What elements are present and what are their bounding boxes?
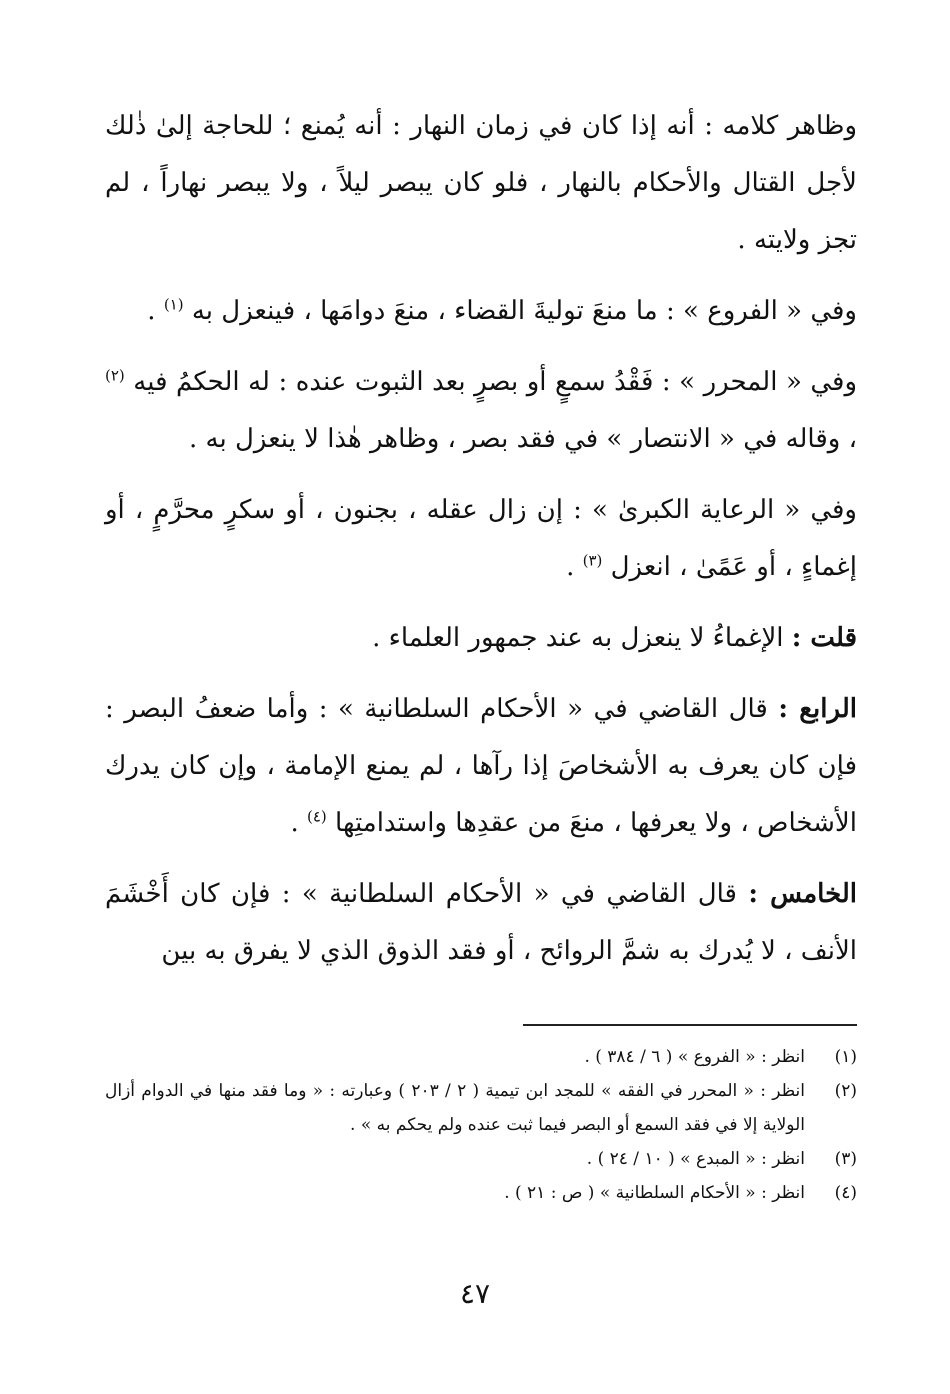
footnote-divider <box>523 1024 857 1026</box>
footnotes <box>105 1040 857 1210</box>
footnote-1 <box>105 1040 857 1074</box>
paragraph-text: وظاهر كلامه : أنه إذا كان في زمان النهار : أنه يُمنع ؛ للحاجة إلىٰ ذٰلك لأجل القتال والأحكام بالنهار ، فلو كان يبصر ليلاً ، ولا يبصر نهاراً ، لم تجز ولايته . <box>105 111 857 255</box>
footnote-text: انظر : « المحرر في الفقه » للمجد ابن تيمية ( ٢ / ٢٠٣ ) وعبارته : « وما فقد منها في الدوام أزال الولاية إلا في فقد السمع أو البصر فيما ثبت عنده ولم يحكم به » . <box>105 1081 805 1135</box>
footnote-ref-2: (٢) <box>105 366 125 385</box>
page-number: ٤٧ <box>459 1277 491 1310</box>
paragraph-7 <box>105 866 857 980</box>
paragraph-text: قال القاضي في « الأحكام السلطانية » : وأما ضعفُ البصر : فإن كان يعرف به الأشخاصَ إذا رآها ، لم يمنع الإمامة ، وإن كان يدرك الأشخاص ، ولا يعرفها ، منعَ من عقدِها واستدامتِها <box>105 694 857 838</box>
footnote-number: (٣) <box>834 1149 857 1169</box>
paragraph-end: . <box>147 296 164 326</box>
paragraph-lead: قلت : <box>791 623 857 653</box>
paragraph-1 <box>105 98 857 269</box>
paragraph-text: وفي « المحرر » : فَقْدُ سمعٍ أو بصرٍ بعد الثبوت عنده : له الحكمُ فيه <box>133 367 858 397</box>
paragraph-text: وفي « الفروع » : ما منعَ توليةَ القضاء ، منعَ دوامَها ، فينعزل به <box>191 296 857 326</box>
main-text <box>105 98 857 994</box>
footnote-text: انظر : « الفروع » ( ٦ / ٣٨٤ ) . <box>584 1047 805 1067</box>
footnote-number: (١) <box>834 1047 857 1067</box>
paragraph-2 <box>105 283 857 340</box>
paragraph-4 <box>105 482 857 596</box>
footnote-text: انظر : « الأحكام السلطانية » ( ص : ٢١ ) . <box>504 1183 805 1203</box>
footnote-2 <box>105 1074 857 1142</box>
footnote-number: (٢) <box>834 1081 857 1101</box>
footnote-4 <box>105 1176 857 1210</box>
paragraph-end: . <box>290 808 307 838</box>
paragraph-lead: الخامس : <box>748 879 857 909</box>
paragraph-3 <box>105 354 857 468</box>
footnote-3 <box>105 1142 857 1176</box>
paragraph-lead: الرابع : <box>778 694 857 724</box>
footnote-text: انظر : « المبدع » ( ١٠ / ٢٤ ) . <box>586 1149 805 1169</box>
footnote-ref-1: (١) <box>163 295 184 314</box>
paragraph-end: . <box>566 552 583 582</box>
paragraph-text: قال القاضي في « الأحكام السلطانية » : فإن كان أَخْشَمَ الأنف ، لا يُدرك به شمَّ الروائح ، أو فقد الذوق الذي لا يفرق به بين <box>105 879 857 966</box>
paragraph-text: وفي « الرعاية الكبرىٰ » : إن زال عقله ، بجنون ، أو سكرٍ محرَّمٍ ، أو إغماءٍ ، أو عَمًىٰ ، انعزل <box>105 495 857 582</box>
paragraph-6 <box>105 681 857 852</box>
footnote-ref-3: (٣) <box>582 551 603 570</box>
footnote-number: (٤) <box>834 1183 857 1203</box>
paragraph-end: ، وقاله في « الانتصار » في فقد بصر ، وظاهر هٰذا لا ينعزل به . <box>189 424 857 454</box>
footnote-ref-4: (٤) <box>306 807 327 826</box>
paragraph-5 <box>105 610 857 667</box>
paragraph-text: الإغماءُ لا ينعزل به عند جمهور العلماء . <box>372 623 792 653</box>
